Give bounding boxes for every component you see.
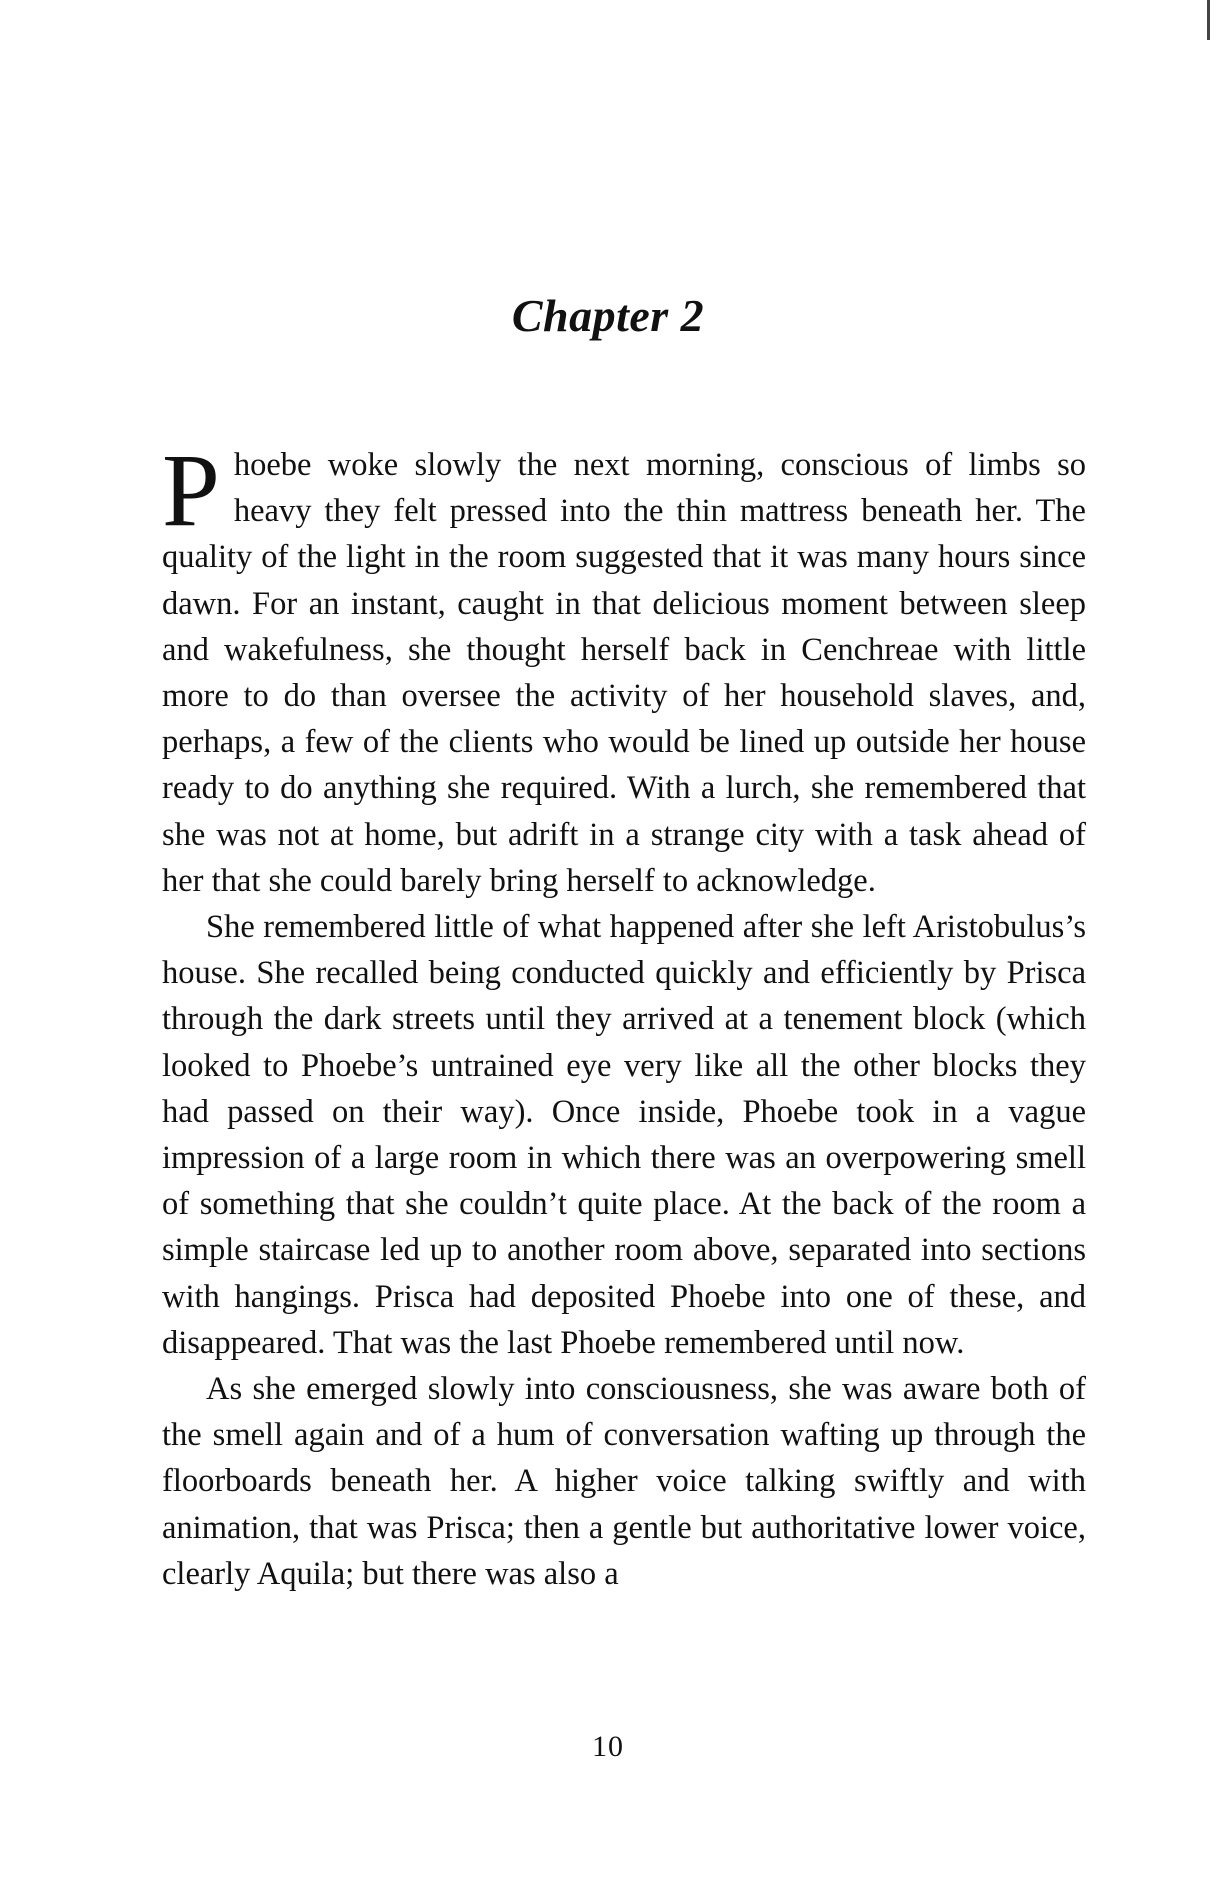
page-number: 10 bbox=[592, 1730, 624, 1763]
paragraph-2: She remembered little of what happened after she left Aristobulus’s house. She recalled being conducted quickly and efficiently by Prisca through the dark streets until they arrived at a tenement block (which looked to Phoebe’s untrained eye very like all the other blocks they had passed on their way). Once inside, Phoebe took in a vague impression of a large room in which there was an overpowering smell of something that she couldn’t quite place. At the back of the room a simple staircase led up to another room above, separated into sections with hangings. Prisca had deposited Phoebe into one of these, and disappeared. That was the last Phoebe remembered until now. bbox=[162, 909, 1086, 1361]
paragraph-1-text: hoebe woke slowly the next morning, conscious of limbs so heavy they felt pressed into the thin mattress beneath her. The quality of the light in the room suggested that it was many hours since dawn. For an instant, caught in that delicious moment between sleep and wakefulness, she thought herself back in Cenchreae with little more to do than oversee the activity of her household slaves, and, perhaps, a few of the clients who would be lined up outside her house ready to do anything she required. With a lurch, she remembered that she was not at home, but adrift in a strange city with a task ahead of her that she could barely bring herself to acknowledge. bbox=[162, 447, 1086, 899]
paragraph-3: As she emerged slowly into consciousness, she was aware both of the smell again and of a hum of conversation wafting up through the floorboards beneath her. A higher voice talking swiftly and with animation, that was Prisca; then a gentle but authoritative lower voice, clearly Aquila; but there was also a bbox=[162, 1371, 1086, 1592]
body-text bbox=[162, 433, 1086, 1597]
paragraph-1 bbox=[162, 433, 1086, 904]
chapter-title: Chapter 2 bbox=[511, 289, 705, 341]
drop-cap: P bbox=[162, 433, 220, 548]
page-edge-mark bbox=[1207, 0, 1210, 40]
